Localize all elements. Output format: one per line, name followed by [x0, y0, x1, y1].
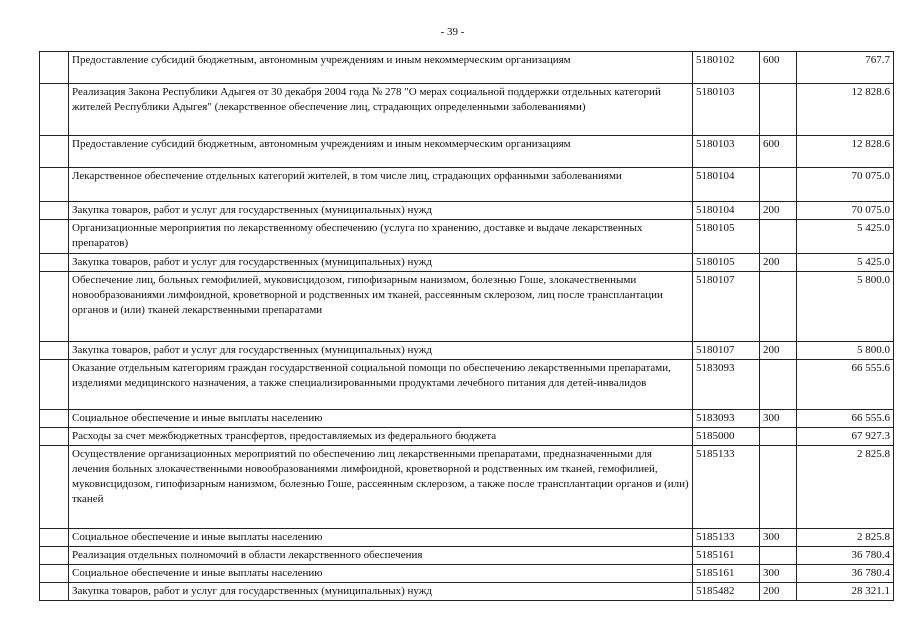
expense-type [760, 220, 797, 254]
target-code: 5183093 [693, 360, 760, 410]
item-name: Социальное обеспечение и иные выплаты населению [69, 410, 693, 428]
table-row [40, 529, 894, 547]
expense-type: 200 [760, 202, 797, 220]
amount: 70 075.0 [797, 202, 894, 220]
item-name: Социальное обеспечение и иные выплаты населению [69, 565, 693, 583]
item-name: Предоставление субсидий бюджетным, автономным учреждениям и иным некоммерческим организациям [69, 52, 693, 84]
table-row [40, 446, 894, 529]
item-name: Закупка товаров, работ и услуг для государственных (муниципальных) нужд [69, 254, 693, 272]
target-code: 5180103 [693, 84, 760, 136]
expense-type: 300 [760, 529, 797, 547]
target-code: 5180107 [693, 272, 760, 342]
target-code: 5180102 [693, 52, 760, 84]
item-name: Реализация Закона Республики Адыгея от 30 декабря 2004 года № 278 "О мерах социальной поддержки отдельных категорий жителей Республики Адыгея" (лекарственное обеспечение лиц, страдающих определенными заболеваниями) [69, 84, 693, 136]
item-name: Организационные мероприятия по лекарственному обеспечению (услуга по хранению, доставке и выдаче лекарственных препаратов) [69, 220, 693, 254]
page-number: - 39 - [440, 26, 465, 38]
blank-cell [40, 84, 69, 136]
amount: 767.7 [797, 52, 894, 84]
expense-type [760, 272, 797, 342]
expense-type: 300 [760, 565, 797, 583]
item-name: Закупка товаров, работ и услуг для государственных (муниципальных) нужд [69, 583, 693, 601]
target-code: 5185133 [693, 529, 760, 547]
blank-cell [40, 446, 69, 529]
amount: 67 927.3 [797, 428, 894, 446]
expense-type: 600 [760, 52, 797, 84]
amount: 70 075.0 [797, 168, 894, 202]
blank-cell [40, 529, 69, 547]
blank-cell [40, 254, 69, 272]
table-row [40, 254, 894, 272]
amount: 36 780.4 [797, 565, 894, 583]
expense-type: 200 [760, 583, 797, 601]
item-name: Лекарственное обеспечение отдельных категорий жителей, в том числе лиц, страдающих орфанными заболеваниями [69, 168, 693, 202]
table-row [40, 565, 894, 583]
item-name: Закупка товаров, работ и услуг для государственных (муниципальных) нужд [69, 342, 693, 360]
amount: 36 780.4 [797, 547, 894, 565]
item-name: Обеспечение лиц, больных гемофилией, муковисцидозом, гипофизарным нанизмом, болезнью Гоше, злокачественными новообразованиями лимфоидной, кроветворной и родственных им тканей, рассеянным склерозом, лиц после трансплантации органов и (или) тканей лекарственными препаратами [69, 272, 693, 342]
blank-cell [40, 565, 69, 583]
expense-type: 300 [760, 410, 797, 428]
blank-cell [40, 428, 69, 446]
expense-type [760, 446, 797, 529]
amount: 5 425.0 [797, 254, 894, 272]
item-name: Оказание отдельным категориям граждан государственной социальной помощи по обеспечению лекарственными препаратами, изделиями медицинского назначения, а также специализированными продуктами лечебного питания для детей-инвалидов [69, 360, 693, 410]
table-row [40, 52, 894, 84]
item-name: Расходы за счет межбюджетных трансфертов, предоставляемых из федерального бюджета [69, 428, 693, 446]
blank-cell [40, 272, 69, 342]
amount: 5 800.0 [797, 272, 894, 342]
expense-type [760, 168, 797, 202]
expense-type [760, 84, 797, 136]
table-row [40, 410, 894, 428]
table-row [40, 342, 894, 360]
blank-cell [40, 202, 69, 220]
target-code: 5180104 [693, 202, 760, 220]
amount: 12 828.6 [797, 136, 894, 168]
table-row [40, 168, 894, 202]
amount: 12 828.6 [797, 84, 894, 136]
table-row [40, 272, 894, 342]
blank-cell [40, 342, 69, 360]
target-code: 5185161 [693, 547, 760, 565]
blank-cell [40, 52, 69, 84]
table-row [40, 360, 894, 410]
target-code: 5180107 [693, 342, 760, 360]
blank-cell [40, 410, 69, 428]
expense-type: 600 [760, 136, 797, 168]
table-row [40, 202, 894, 220]
expense-type [760, 428, 797, 446]
amount: 2 825.8 [797, 446, 894, 529]
table-row [40, 220, 894, 254]
expense-type [760, 547, 797, 565]
target-code: 5185133 [693, 446, 760, 529]
target-code: 5185161 [693, 565, 760, 583]
target-code: 5185482 [693, 583, 760, 601]
target-code: 5185000 [693, 428, 760, 446]
blank-cell [40, 360, 69, 410]
blank-cell [40, 547, 69, 565]
amount: 28 321.1 [797, 583, 894, 601]
amount: 66 555.6 [797, 360, 894, 410]
target-code: 5180103 [693, 136, 760, 168]
target-code: 5180104 [693, 168, 760, 202]
amount: 5 800.0 [797, 342, 894, 360]
amount: 5 425.0 [797, 220, 894, 254]
blank-cell [40, 220, 69, 254]
item-name: Социальное обеспечение и иные выплаты населению [69, 529, 693, 547]
amount: 2 825.8 [797, 529, 894, 547]
item-name: Осуществление организационных мероприятий по обеспечению лиц лекарственными препаратами, предназначенными для лечения больных злокачественными новообразованиями лимфоидной, кроветворной и родственных им тканей, гемофилией, муковисцидозом, гипофизарным нанизмом, болезнью Гоше, рассеянным склерозом, а также после трансплантации органов и (или) тканей [69, 446, 693, 529]
table-row [40, 428, 894, 446]
table-row [40, 84, 894, 136]
item-name: Предоставление субсидий бюджетным, автономным учреждениям и иным некоммерческим организациям [69, 136, 693, 168]
blank-cell [40, 136, 69, 168]
blank-cell [40, 583, 69, 601]
table-row [40, 583, 894, 601]
target-code: 5180105 [693, 220, 760, 254]
budget-table [39, 51, 894, 601]
item-name: Реализация отдельных полномочий в области лекарственного обеспечения [69, 547, 693, 565]
target-code: 5180105 [693, 254, 760, 272]
table-row [40, 136, 894, 168]
expense-type: 200 [760, 342, 797, 360]
expense-type [760, 360, 797, 410]
blank-cell [40, 168, 69, 202]
table-row [40, 547, 894, 565]
item-name: Закупка товаров, работ и услуг для государственных (муниципальных) нужд [69, 202, 693, 220]
amount: 66 555.6 [797, 410, 894, 428]
target-code: 5183093 [693, 410, 760, 428]
expense-type: 200 [760, 254, 797, 272]
